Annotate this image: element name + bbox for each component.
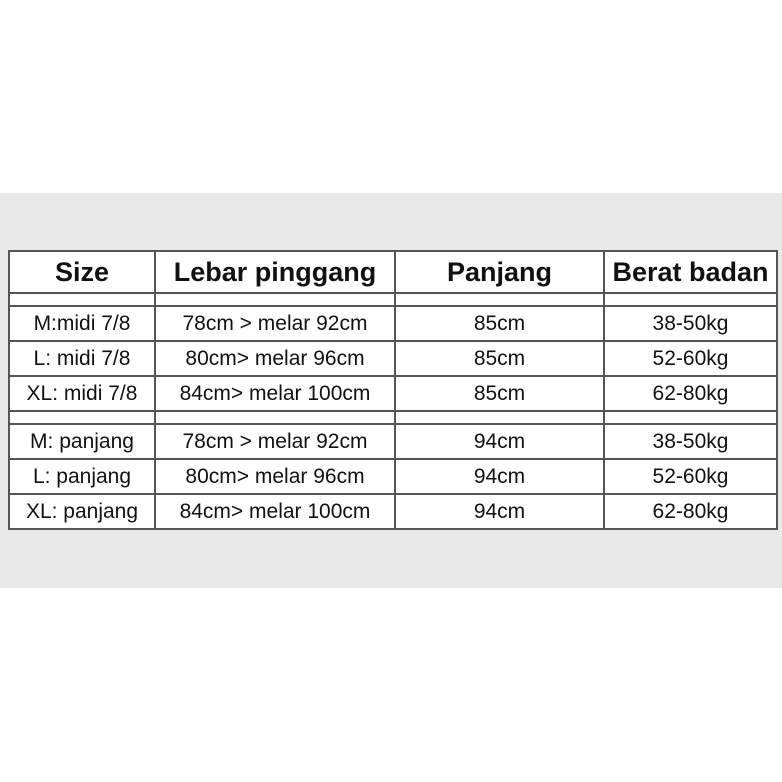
table-row	[9, 424, 777, 459]
weight-cell: 38-50kg	[604, 306, 777, 341]
table-row	[9, 459, 777, 494]
header-length: Panjang	[395, 251, 604, 293]
weight-cell: 52-60kg	[604, 459, 777, 494]
table-row	[9, 494, 777, 529]
spacer-cell	[9, 293, 155, 306]
waist-cell: 80cm> melar 96cm	[155, 341, 395, 376]
header-waist: Lebar pinggang	[155, 251, 395, 293]
spacer-cell	[604, 411, 777, 424]
size-cell: M:midi 7/8	[9, 306, 155, 341]
size-cell: M: panjang	[9, 424, 155, 459]
spacer-cell	[395, 411, 604, 424]
size-chart-table	[8, 250, 778, 530]
waist-cell: 80cm> melar 96cm	[155, 459, 395, 494]
waist-cell: 84cm> melar 100cm	[155, 376, 395, 411]
header-size: Size	[9, 251, 155, 293]
spacer-cell	[395, 293, 604, 306]
size-cell: XL: midi 7/8	[9, 376, 155, 411]
spacer-row	[9, 411, 777, 424]
length-cell: 85cm	[395, 376, 604, 411]
waist-cell: 84cm> melar 100cm	[155, 494, 395, 529]
weight-cell: 52-60kg	[604, 341, 777, 376]
weight-cell: 62-80kg	[604, 494, 777, 529]
weight-cell: 38-50kg	[604, 424, 777, 459]
length-cell: 94cm	[395, 424, 604, 459]
weight-cell: 62-80kg	[604, 376, 777, 411]
spacer-cell	[155, 411, 395, 424]
spacer-row	[9, 293, 777, 306]
length-cell: 94cm	[395, 459, 604, 494]
length-cell: 85cm	[395, 341, 604, 376]
waist-cell: 78cm > melar 92cm	[155, 306, 395, 341]
size-cell: L: panjang	[9, 459, 155, 494]
waist-cell: 78cm > melar 92cm	[155, 424, 395, 459]
size-cell: XL: panjang	[9, 494, 155, 529]
table-row	[9, 306, 777, 341]
spacer-cell	[155, 293, 395, 306]
table-row	[9, 341, 777, 376]
spacer-cell	[604, 293, 777, 306]
header-row	[9, 251, 777, 293]
size-cell: L: midi 7/8	[9, 341, 155, 376]
length-cell: 85cm	[395, 306, 604, 341]
spacer-cell	[9, 411, 155, 424]
table-row	[9, 376, 777, 411]
length-cell: 94cm	[395, 494, 604, 529]
header-weight: Berat badan	[604, 251, 777, 293]
